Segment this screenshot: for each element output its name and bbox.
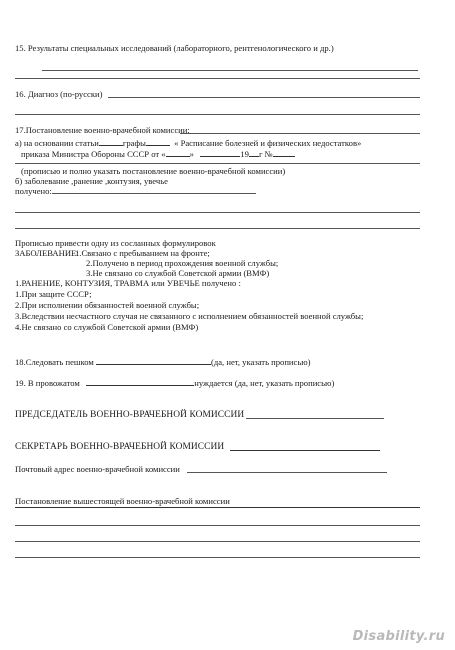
higher-commission-line-3 xyxy=(15,541,420,542)
section-17-decision-line xyxy=(15,163,420,164)
section-18-suffix: (да, нет, указать прописью) xyxy=(211,357,311,367)
higher-commission-label: Постановление вышестоящей военно-врачебной комиссии xyxy=(15,496,230,506)
section-17-line-a xyxy=(15,137,361,148)
section-17-order-line xyxy=(21,148,295,159)
section-17-title: 17.Постановление военно-врачебной комиссии: xyxy=(15,125,190,135)
section-16-line-2 xyxy=(15,114,420,115)
section-15-line-2 xyxy=(15,78,420,79)
postal-address-line xyxy=(187,472,387,473)
chairman-signature-line xyxy=(246,418,384,419)
higher-commission-line-1 xyxy=(15,507,420,508)
section-18 xyxy=(15,356,311,367)
watermark: Disability.ru xyxy=(352,629,445,644)
disease-label: ЗАБОЛЕВАНИЕ: xyxy=(15,248,79,258)
section-18-label: 18.Следовать пешком xyxy=(15,357,94,367)
postal-address-label: Почтовый адрес военно-врачебной комиссии xyxy=(15,464,180,474)
escort-field[interactable] xyxy=(86,377,194,386)
walk-field[interactable] xyxy=(96,356,211,365)
secretary-signature-line xyxy=(230,450,380,451)
order-prefix: приказа Министра Обороны СССР от « xyxy=(21,149,166,159)
section-16-line-1 xyxy=(108,97,420,98)
line-a-mid: графы xyxy=(122,138,146,148)
column-field[interactable] xyxy=(146,137,170,146)
higher-commission-line-2 xyxy=(15,525,420,526)
section-15-line-1 xyxy=(42,70,418,71)
section-17-hint: (прописью и полно указать постановление военно-врачебной комиссии) xyxy=(21,166,286,176)
order-day-field[interactable] xyxy=(166,148,190,157)
section-19-suffix: (да, нет, указать прописью) xyxy=(234,378,335,388)
disease-option-2: 2.Получено в период прохождения военной службы; xyxy=(86,258,279,268)
disease-option-3: 3.Не связано со службой Советской армии (ВМФ) xyxy=(86,268,270,278)
section-19-mid: нуждается xyxy=(194,378,233,388)
line-a-prefix: а) на основании статьи xyxy=(15,138,99,148)
injury-option-2: 2.При исполнении обязанностей военной службы; xyxy=(15,300,200,310)
section-17-line-b: б) заболевание ,ранение ,контузия, увечье xyxy=(15,176,168,186)
higher-commission-line-4 xyxy=(15,557,420,558)
order-number-field[interactable] xyxy=(273,148,295,157)
section-16-label: 16. Диагноз (по-русски) xyxy=(15,89,103,99)
injury-header: 1.РАНЕНИЕ, КОНТУЗИЯ, ТРАВМА или УВЕЧЬЕ получено : xyxy=(15,278,241,288)
disease-option-1: 1.Связано с пребыванием на фронте; xyxy=(75,248,210,258)
section-19-label: 19. В провожатом xyxy=(15,378,80,388)
section-15-label: 15. Результаты специальных исследований (лабораторного, рентгенологического и др.) xyxy=(15,43,334,53)
injury-option-1: 1.При защите СССР; xyxy=(15,289,92,299)
secretary-label: СЕКРЕТАРЬ ВОЕННО-ВРАЧЕБНОЙ КОМИССИИ xyxy=(15,442,225,452)
order-year: 19 xyxy=(240,149,249,159)
formulations-intro: Прописью привести одну из сосланных формулировок xyxy=(15,238,216,248)
order-month-field[interactable] xyxy=(200,148,240,157)
section-17-line-3 xyxy=(15,212,420,213)
order-year-field[interactable] xyxy=(249,148,259,157)
section-17-title-line xyxy=(180,133,420,134)
article-field[interactable] xyxy=(99,137,123,146)
line-a-suffix: « Расписание болезней и физических недостатков» xyxy=(174,138,362,148)
received-field-line xyxy=(52,193,256,194)
section-19 xyxy=(15,377,334,388)
order-year-suffix: г № xyxy=(258,149,273,159)
injury-option-3: 3.Вследствии несчастного случая не связанного с исполнением обязанностей военной службы; xyxy=(15,311,364,321)
order-quote-close: » xyxy=(189,149,194,159)
injury-option-4: 4.Не связано со службой Советской армии (ВМФ) xyxy=(15,322,199,332)
section-17-received-label: получено: xyxy=(15,186,52,196)
chairman-label: ПРЕДСЕДАТЕЛЬ ВОЕННО-ВРАЧЕБНОЙ КОМИССИИ xyxy=(15,410,245,420)
section-17-line-4 xyxy=(15,228,420,229)
